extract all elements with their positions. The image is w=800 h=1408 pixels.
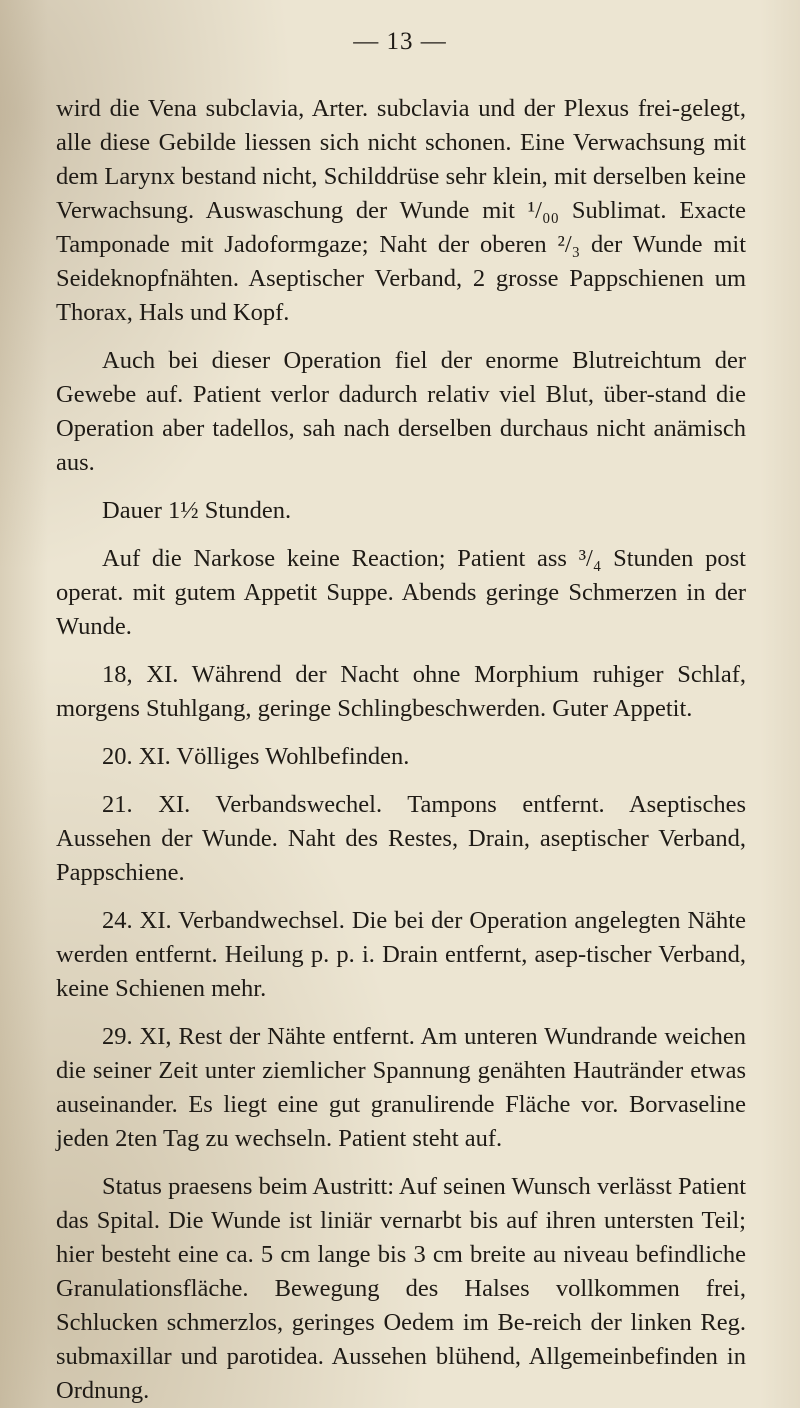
paragraph-operation-continuation: wird die Vena subclavia, Arter. subclavia und der Plexus frei-gelegt, alle diese Gebilde liessen sich nicht schonen. Eine Verwachsung mit dem Larynx bestand nicht, Schilddrüse sehr klein, mit derselben keine Verwachsung. Auswaschung der Wunde mit ¹/₀₀ Sublimat. Exacte Tamponade mit Jadoformgaze; Naht der oberen ²/₃ der Wunde mit Seideknopfnähten. Aseptischer Verband, 2 grosse Pappschienen um Thorax, Hals und Kopf. bbox=[56, 95, 746, 326]
entry-20-xi: 20. XI. Völliges Wohlbefinden. bbox=[102, 743, 410, 770]
entry-29-xi: 29. XI, Rest der Nähte entfernt. Am unteren Wundrande weichen die seiner Zeit unter ziemlicher Spannung genähten Hautränder etwas auseinander. Es liegt eine gut granulirende Fläche vor. Borvaseline jeden 2ten Tag zu wechseln. Patient steht auf. bbox=[56, 1023, 746, 1152]
entry-18-xi: 18, XI. Während der Nacht ohne Morphium ruhiger Schlaf, morgens Stuhlgang, geringe Schlingbeschwerden. Guter Appetit. bbox=[56, 661, 746, 722]
paragraph-postop: Auf die Narkose keine Reaction; Patient ass ³/₄ Stunden post operat. mit gutem Appetit Suppe. Abends geringe Schmerzen in der Wunde. bbox=[56, 545, 746, 640]
paragraph-status-praesens: Status praesens beim Austritt: Auf seinen Wunsch verlässt Patient das Spital. Die Wunde ist liniär vernarbt bis auf ihren untersten Teil; hier besteht eine ca. 5 cm lange bis 3 cm breite au niveau befindliche Granulationsfläche. Bewegung des Halses vollkommen frei, Schlucken schmerzlos, geringes Oedem im Be-reich der linken Reg. submaxillar und parotidea. Aussehen blühend, Allgemeinbefinden in Ordnung. bbox=[56, 1173, 746, 1404]
paragraph-blood-observation: Auch bei dieser Operation fiel der enorme Blutreichtum der Gewebe auf. Patient verlor dadurch relativ viel Blut, über-stand die Operation aber tadellos, sah nach derselben durchaus nicht anämisch aus. bbox=[56, 347, 746, 476]
page-number: — 13 — bbox=[353, 28, 447, 55]
entry-24-xi: 24. XI. Verbandwechsel. Die bei der Operation angelegten Nähte werden entfernt. Heilung p. p. i. Drain entfernt, asep-tischer Verband, keine Schienen mehr. bbox=[56, 907, 746, 1002]
entry-21-xi: 21. XI. Verbandswechel. Tampons entfernt. Aseptisches Aussehen der Wunde. Naht des Restes, Drain, aseptischer Verband, Pappschiene. bbox=[56, 791, 746, 886]
body-text bbox=[56, 92, 746, 1408]
paragraph-duration: Dauer 1½ Stunden. bbox=[102, 497, 292, 524]
